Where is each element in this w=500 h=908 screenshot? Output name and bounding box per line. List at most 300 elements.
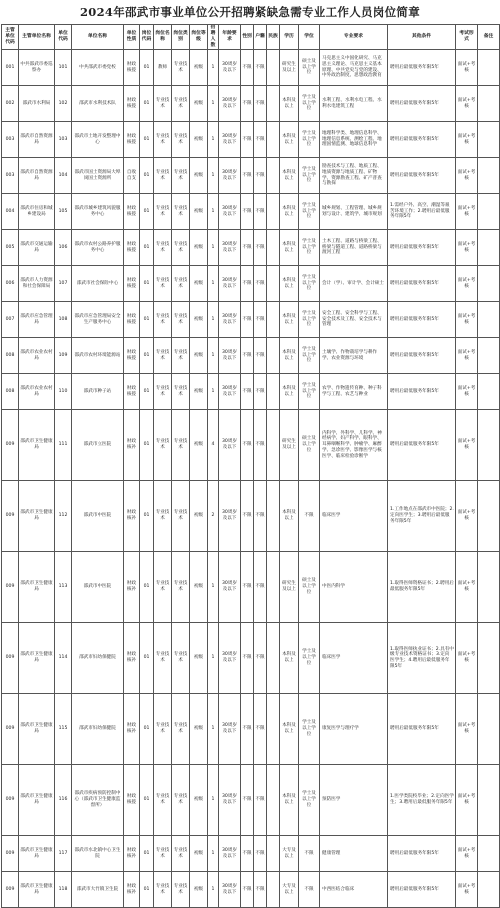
column-header: 单位性质 <box>124 25 140 50</box>
table-cell: 专业技术 <box>172 86 190 122</box>
table-cell: 本科及以上 <box>280 158 299 194</box>
table-cell: 本科及以上 <box>280 266 299 302</box>
table-cell: 邵武市卫生健康局 <box>19 623 55 694</box>
table-cell: 不限 <box>254 86 267 122</box>
table-cell: 008 <box>2 374 19 410</box>
table-cell <box>478 302 500 338</box>
table-cell: 本科及以上 <box>280 194 299 230</box>
table-cell: 财政核补 <box>124 552 140 623</box>
table-cell <box>478 338 500 374</box>
table-cell: 马克思主义中国化研究、马克思主义理论、马克思主义基本原理、中共党史与党的建设、中外政治制度、思想政治教育 <box>320 50 388 86</box>
table-cell: 104 <box>55 158 72 194</box>
table-cell: 财政核拨 <box>124 230 140 266</box>
table-cell: 不限 <box>299 872 320 908</box>
table-cell: 学士及以上学位 <box>299 158 320 194</box>
table-cell: 聘用后最低服务年限5年 <box>388 694 456 765</box>
table-cell: 003 <box>2 158 19 194</box>
table-cell: 不限 <box>254 194 267 230</box>
table-cell: 30周岁及以下 <box>219 552 241 623</box>
table-cell: 面试+考核 <box>456 158 478 194</box>
table-cell: 不限 <box>241 338 254 374</box>
table-cell <box>267 230 280 266</box>
table-cell: 103 <box>55 122 72 158</box>
table-cell: 1 <box>208 623 219 694</box>
table-cell: 聘用后最低服务年限5年 <box>388 836 456 872</box>
table-cell <box>478 158 500 194</box>
table-cell: 不限 <box>241 50 254 86</box>
table-cell: 101 <box>55 50 72 86</box>
table-cell: 专业技术 <box>172 694 190 765</box>
column-header: 主管单位名称 <box>19 25 55 50</box>
table-cell: 不限 <box>254 623 267 694</box>
table-cell: 邵武市妇幼保健院 <box>72 623 124 694</box>
table-cell: 006 <box>2 266 19 302</box>
table-cell: 邵武市卫生健康局 <box>19 552 55 623</box>
table-cell: 地理科学类、地理信息科学、地理信息系统、测绘工程、地理国情监测、地球信息科学 <box>320 122 388 158</box>
table-cell: 不限 <box>254 230 267 266</box>
table-cell: 4 <box>208 410 219 481</box>
table-cell: 30周岁及以下 <box>219 338 241 374</box>
table-cell: 内科学、外科学、儿科学、神经病学、妇产科学、眼科学、耳鼻咽喉科学、肿瘤学、麻醉学、急诊医学、影像医学与核医学、临床检验诊断学 <box>320 410 388 481</box>
table-cell: 邵武市卫生健康局 <box>19 872 55 908</box>
table-cell: 专业技术 <box>154 552 172 623</box>
table-cell: 专业技术 <box>154 338 172 374</box>
table-cell: 本科及以上 <box>280 623 299 694</box>
table-cell: 土木工程、道路与桥梁工程、桥梁与隧道工程、道路桥梁与渡河工程 <box>320 230 388 266</box>
table-cell: 专业技术 <box>154 872 172 908</box>
table-cell: 财政核补 <box>124 481 140 552</box>
table-cell: 01 <box>140 410 154 481</box>
table-cell: 邵武市卫生健康局 <box>19 836 55 872</box>
table-cell: 117 <box>55 836 72 872</box>
table-cell: 1 <box>208 50 219 86</box>
table-cell: 硕士及以上学位 <box>299 552 320 623</box>
table-cell: 不限 <box>254 552 267 623</box>
table-cell: 初级 <box>190 872 208 908</box>
table-cell: 自收自支 <box>124 158 140 194</box>
table-cell: 专业技术 <box>172 302 190 338</box>
table-row <box>2 338 500 374</box>
table-cell: 1 <box>208 694 219 765</box>
table-cell: 不限 <box>241 872 254 908</box>
table-cell: 不限 <box>241 194 254 230</box>
table-cell: 专业技术 <box>154 836 172 872</box>
table-cell: 不限 <box>241 302 254 338</box>
table-cell: 初级 <box>190 266 208 302</box>
table-cell: 初级 <box>190 765 208 836</box>
column-header: 学历 <box>280 25 299 50</box>
column-header: 其他条件 <box>388 25 456 50</box>
table-cell: 专业技术 <box>172 872 190 908</box>
table-cell: 面试+考核 <box>456 410 478 481</box>
table-cell: 1 <box>208 836 219 872</box>
table-cell: 专业技术 <box>172 765 190 836</box>
table-cell: 勘查技术与工程、地质工程、地质资源与地质工程、矿物学、资源勘查工程、矿产普查与勘探 <box>320 158 388 194</box>
table-cell: 面试+考核 <box>456 266 478 302</box>
table-cell: 财政核拨 <box>124 86 140 122</box>
table-cell: 114 <box>55 623 72 694</box>
table-cell: 1.需经户外、高空、潮湿等艰苦环境工作；2.聘用后最低服务年限5年 <box>388 194 456 230</box>
table-cell: 面试+考核 <box>456 302 478 338</box>
table-cell: 邵武市应急管理局安全生产服务中心 <box>72 302 124 338</box>
table-row <box>2 623 500 694</box>
table-cell: 01 <box>140 623 154 694</box>
table-row <box>2 86 500 122</box>
table-cell: 30周岁及以下 <box>219 122 241 158</box>
table-cell: 1 <box>208 374 219 410</box>
table-cell: 初级 <box>190 410 208 481</box>
table-cell: 大专及以上 <box>280 836 299 872</box>
table-row <box>2 872 500 908</box>
table-cell: 专业技术 <box>172 338 190 374</box>
table-row <box>2 481 500 552</box>
table-cell: 聘用后最低服务年限5年 <box>388 230 456 266</box>
table-cell: 本科及以上 <box>280 302 299 338</box>
table-cell <box>267 266 280 302</box>
table-cell: 1.工作地点在邵武市中医院；2.定向医学生；3.聘用后最低服务年限5年 <box>388 481 456 552</box>
table-header-row <box>2 25 500 50</box>
table-cell: 不限 <box>241 86 254 122</box>
table-cell: 不限 <box>241 158 254 194</box>
table-cell: 初级 <box>190 158 208 194</box>
table-cell: 专业技术 <box>172 623 190 694</box>
table-cell: 本科及以上 <box>280 338 299 374</box>
table-cell: 001 <box>2 50 19 86</box>
table-cell: 30周岁及以下 <box>219 623 241 694</box>
table-cell: 不限 <box>254 481 267 552</box>
table-cell <box>478 872 500 908</box>
table-cell: 专业技术 <box>172 230 190 266</box>
table-cell: 专业技术 <box>172 552 190 623</box>
table-cell: 111 <box>55 410 72 481</box>
table-cell: 专业技术 <box>172 410 190 481</box>
table-cell: 009 <box>2 694 19 765</box>
table-cell: 不限 <box>299 836 320 872</box>
table-cell <box>478 694 500 765</box>
table-cell: 专业技术 <box>172 122 190 158</box>
table-cell: 邵武市水利技术队 <box>72 86 124 122</box>
table-cell: 邵武市农村环境能源站 <box>72 338 124 374</box>
table-cell: 30周岁及以下 <box>219 836 241 872</box>
table-cell: 聘用后最低服务年限5年 <box>388 872 456 908</box>
table-cell: 土壤学、作物栽培学与耕作学、农业资源与环境 <box>320 338 388 374</box>
table-cell: 不限 <box>241 481 254 552</box>
table-cell: 专业技术 <box>154 765 172 836</box>
table-cell: 本科及以上 <box>280 230 299 266</box>
table-cell: 初级 <box>190 623 208 694</box>
table-cell: 01 <box>140 158 154 194</box>
table-cell: 面试+考核 <box>456 623 478 694</box>
column-header: 备注 <box>478 25 500 50</box>
table-cell: 1 <box>208 266 219 302</box>
table-cell: 学士及以上学位 <box>299 374 320 410</box>
table-cell: 中西医结合临床 <box>320 872 388 908</box>
table-row <box>2 122 500 158</box>
table-cell <box>478 50 500 86</box>
table-row <box>2 410 500 481</box>
column-header: 招聘人数 <box>208 25 219 50</box>
table-cell: 01 <box>140 86 154 122</box>
table-cell: 邵武市水北镇中心卫生院 <box>72 836 124 872</box>
column-header: 单位代码 <box>55 25 72 50</box>
table-cell: 01 <box>140 338 154 374</box>
table-cell: 面试+考核 <box>456 86 478 122</box>
table-cell: 专业技术 <box>172 50 190 86</box>
table-cell: 1 <box>208 122 219 158</box>
table-cell <box>267 765 280 836</box>
table-cell <box>267 694 280 765</box>
table-cell: 财政核拨 <box>124 266 140 302</box>
table-cell <box>267 194 280 230</box>
table-cell: 邵武市农业农村局 <box>19 374 55 410</box>
table-cell: 009 <box>2 765 19 836</box>
table-cell: 学士及以上学位 <box>299 266 320 302</box>
table-cell: 009 <box>2 410 19 481</box>
table-cell: 008 <box>2 338 19 374</box>
table-cell: 初级 <box>190 694 208 765</box>
table-cell: 不限 <box>241 230 254 266</box>
table-cell <box>478 623 500 694</box>
table-cell: 009 <box>2 836 19 872</box>
table-cell: 邵武市住房和城乡建设局 <box>19 194 55 230</box>
table-cell: 财政核拨 <box>124 338 140 374</box>
table-cell: 初级 <box>190 230 208 266</box>
table-cell <box>267 338 280 374</box>
table-cell: 不限 <box>241 623 254 694</box>
table-cell <box>267 836 280 872</box>
table-cell: 邵武市交通运输局 <box>19 230 55 266</box>
table-cell: 初级 <box>190 836 208 872</box>
table-cell: 1.取得医师资格证书；2.聘用后最低服务年限5年 <box>388 552 456 623</box>
table-cell: 110 <box>55 374 72 410</box>
table-cell: 面试+考核 <box>456 694 478 765</box>
table-cell: 学士及以上学位 <box>299 765 320 836</box>
table-cell: 30周岁及以下 <box>219 158 241 194</box>
table-cell: 本科及以上 <box>280 481 299 552</box>
table-cell: 本科及以上 <box>280 694 299 765</box>
table-cell: 初级 <box>190 302 208 338</box>
table-cell: 专业技术 <box>154 230 172 266</box>
table-cell: 邵武市水利局 <box>19 86 55 122</box>
table-cell: 邵武市大竹镇卫生院 <box>72 872 124 908</box>
table-body <box>2 50 500 908</box>
table-cell: 专业技术 <box>154 374 172 410</box>
table-cell: 不限 <box>241 266 254 302</box>
table-cell: 财政核拨 <box>124 50 140 86</box>
table-cell: 农学、作物遗传育种、种子科学与工程、农艺与种业 <box>320 374 388 410</box>
table-cell: 邵武市社会保险中心 <box>72 266 124 302</box>
column-header: 考试形式 <box>456 25 478 50</box>
table-cell <box>478 374 500 410</box>
table-cell: 聘用后最低服务年限5年 <box>388 410 456 481</box>
table-row <box>2 765 500 836</box>
table-cell: 专业技术 <box>154 266 172 302</box>
table-cell: 1 <box>208 552 219 623</box>
table-cell <box>478 836 500 872</box>
table-cell: 面试+考核 <box>456 338 478 374</box>
table-cell: 2 <box>208 481 219 552</box>
table-cell: 不限 <box>299 481 320 552</box>
table-row <box>2 552 500 623</box>
table-row <box>2 266 500 302</box>
table-cell: 学士及以上学位 <box>299 86 320 122</box>
table-cell: 118 <box>55 872 72 908</box>
table-cell: 1 <box>208 194 219 230</box>
table-cell <box>267 481 280 552</box>
table-cell <box>478 194 500 230</box>
table-cell: 专业技术 <box>172 266 190 302</box>
table-cell: 初级 <box>190 194 208 230</box>
table-row <box>2 302 500 338</box>
table-cell: 临床医学 <box>320 481 388 552</box>
table-cell: 30周岁及以下 <box>219 194 241 230</box>
column-header: 年龄要求 <box>219 25 241 50</box>
table-cell: 不限 <box>241 374 254 410</box>
table-cell: 本科及以上 <box>280 374 299 410</box>
table-cell: 财政核拨 <box>124 122 140 158</box>
table-cell: 邵武市疾病预防控制中心（邵武市卫生健康监督所） <box>72 765 124 836</box>
column-header: 岗位类别 <box>172 25 190 50</box>
table-cell: 不限 <box>254 122 267 158</box>
table-cell: 30周岁及以下 <box>219 374 241 410</box>
table-cell: 01 <box>140 302 154 338</box>
table-cell: 初级 <box>190 552 208 623</box>
table-cell: 邵武市卫生健康局 <box>19 765 55 836</box>
table-cell: 01 <box>140 266 154 302</box>
table-cell: 108 <box>55 302 72 338</box>
table-cell: 1 <box>208 158 219 194</box>
table-cell: 财政核补 <box>124 623 140 694</box>
table-cell: 中医内科学 <box>320 552 388 623</box>
table-cell: 1.医学类院校毕业；2.定向医学生；3.聘用后最低服务年限5年 <box>388 765 456 836</box>
table-cell: 专业技术 <box>172 194 190 230</box>
table-cell: 不限 <box>254 338 267 374</box>
table-cell: 面试+考核 <box>456 872 478 908</box>
table-cell: 不限 <box>254 694 267 765</box>
table-cell: 初级 <box>190 50 208 86</box>
table-cell: 112 <box>55 481 72 552</box>
table-cell: 财政核补 <box>124 836 140 872</box>
table-cell: 财政核补 <box>124 872 140 908</box>
table-cell: 专业技术 <box>154 122 172 158</box>
table-cell: 30周岁及以下 <box>219 481 241 552</box>
table-cell: 30周岁及以下 <box>219 765 241 836</box>
table-cell <box>478 481 500 552</box>
table-cell <box>478 86 500 122</box>
table-cell: 1 <box>208 230 219 266</box>
table-cell: 30周岁及以下 <box>219 50 241 86</box>
table-cell: 邵武市人力资源和社会保障局 <box>19 266 55 302</box>
column-header: 主管单位代码 <box>2 25 19 50</box>
table-cell: 面试+考核 <box>456 481 478 552</box>
table-cell <box>267 872 280 908</box>
table-cell: 财政核补 <box>124 694 140 765</box>
table-cell: 本科及以上 <box>280 86 299 122</box>
table-cell: 30周岁及以下 <box>219 872 241 908</box>
table-cell: 1.取得医师执业证书；2.具有中级专业技术资格证书；3.定向医学生；4.聘用后最低服务年限5年 <box>388 623 456 694</box>
table-cell: 30周岁及以下 <box>219 230 241 266</box>
table-cell: 面试+考核 <box>456 122 478 158</box>
table-cell: 财政核拨 <box>124 765 140 836</box>
table-cell: 临床医学 <box>320 623 388 694</box>
table-cell: 不限 <box>241 765 254 836</box>
table-cell: 009 <box>2 481 19 552</box>
table-cell: 专业技术 <box>154 694 172 765</box>
table-cell: 009 <box>2 552 19 623</box>
table-cell: 聘用后最低服务年限5年 <box>388 122 456 158</box>
table-cell: 01 <box>140 230 154 266</box>
table-cell: 1 <box>208 338 219 374</box>
table-cell: 邵武市自然资源局 <box>19 122 55 158</box>
table-cell: 面试+考核 <box>456 230 478 266</box>
table-cell: 学士及以上学位 <box>299 302 320 338</box>
table-cell: 105 <box>55 194 72 230</box>
table-cell: 健康管理 <box>320 836 388 872</box>
table-cell: 不限 <box>254 266 267 302</box>
table-row <box>2 158 500 194</box>
table-cell: 01 <box>140 374 154 410</box>
table-cell: 学士及以上学位 <box>299 230 320 266</box>
table-cell: 面试+考核 <box>456 552 478 623</box>
column-header: 岗位名称 <box>154 25 172 50</box>
table-cell: 专业技术 <box>154 481 172 552</box>
table-cell: 中共邵武市委巡察办 <box>19 50 55 86</box>
table-cell: 聘用后最低服务年限5年 <box>388 266 456 302</box>
table-cell: 专业技术 <box>154 86 172 122</box>
table-row <box>2 50 500 86</box>
table-cell: 不限 <box>254 765 267 836</box>
table-cell: 专业技术 <box>172 836 190 872</box>
table-cell: 水利工程、水利水电工程、水利水电建筑工程 <box>320 86 388 122</box>
table-cell: 01 <box>140 694 154 765</box>
table-cell: 007 <box>2 302 19 338</box>
table-cell: 聘用后最低服务年限5年 <box>388 158 456 194</box>
table-cell: 面试+考核 <box>456 50 478 86</box>
table-cell: 聘用后最低服务年限5年 <box>388 374 456 410</box>
table-cell <box>267 86 280 122</box>
table-cell: 会计（学）、审计学、会计硕士 <box>320 266 388 302</box>
table-row <box>2 836 500 872</box>
table-cell: 107 <box>55 266 72 302</box>
table-cell: 邵武市卫生健康局 <box>19 410 55 481</box>
table-cell: 002 <box>2 86 19 122</box>
table-cell: 财政核拨 <box>124 302 140 338</box>
table-cell: 不限 <box>241 552 254 623</box>
table-cell: 1 <box>208 302 219 338</box>
table-cell: 109 <box>55 338 72 374</box>
table-cell: 专业技术 <box>154 410 172 481</box>
table-cell: 专业技术 <box>154 194 172 230</box>
table-row <box>2 230 500 266</box>
table-cell: 初级 <box>190 338 208 374</box>
table-cell: 邵武市国土资源局大埠岗国土资源所 <box>72 158 124 194</box>
table-cell: 专业技术 <box>172 374 190 410</box>
table-cell: 邵武市土地开发整理中心 <box>72 122 124 158</box>
table-cell: 学士及以上学位 <box>299 694 320 765</box>
table-cell: 不限 <box>254 302 267 338</box>
table-cell: 不限 <box>254 50 267 86</box>
table-cell: 学士及以上学位 <box>299 122 320 158</box>
column-header: 岗位等级 <box>190 25 208 50</box>
table-cell: 聘用后最低服务年限5年 <box>388 302 456 338</box>
table-cell: 硕士及以上学位 <box>299 410 320 481</box>
table-cell: 硕士及以上学位 <box>299 50 320 86</box>
table-cell: 009 <box>2 623 19 694</box>
table-cell: 005 <box>2 230 19 266</box>
table-cell: 财政核补 <box>124 410 140 481</box>
table-cell <box>267 552 280 623</box>
table-cell: 面试+考核 <box>456 765 478 836</box>
